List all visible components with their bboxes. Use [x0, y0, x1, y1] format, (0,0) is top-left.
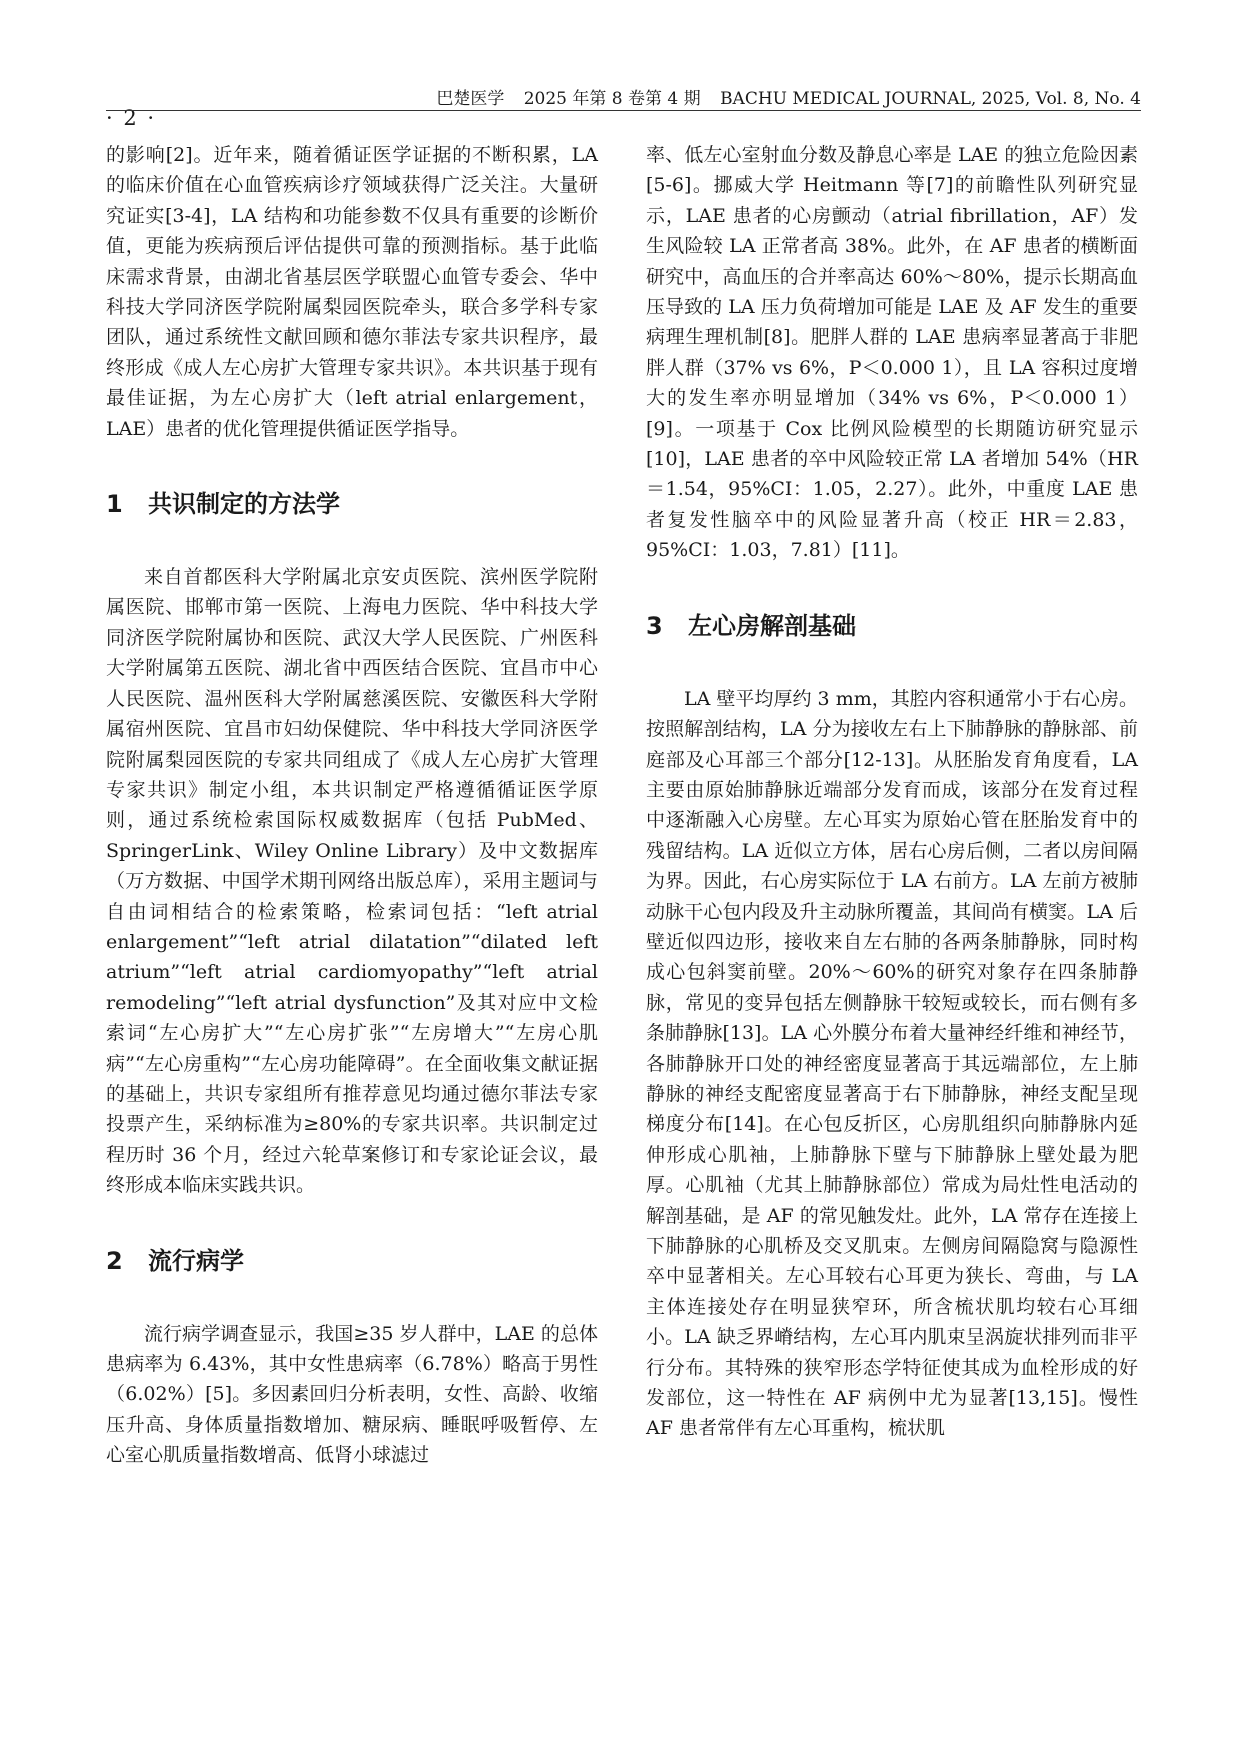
section-1-number: 1: [106, 490, 123, 519]
section-3-heading: [646, 602, 1138, 650]
epidemiology-paragraph: 流行病学调查显示，我国≥35 岁人群中，LAE 的总体患病率为 6.43%，其中女性患病率（6.78%）略高于男性（6.02%）[5]。多因素回归分析表明，女性、高龄、收缩压升高、身体质量指数增加、糖尿病、睡眠呼吸暂停、左心室心肌质量指数增高、低肾小球滤过: [106, 1322, 598, 1467]
section-3-title: 左心房解剖基础: [688, 611, 856, 640]
section-2-number: 2: [106, 1246, 123, 1275]
section-3-number: 3: [646, 611, 663, 640]
intro-paragraph: 的影响[2]。近年来，随着循证医学证据的不断积累，LA 的临床价值在心血管疾病诊疗领域获得广泛关注。大量研究证实[3-4]，LA 结构和功能参数不仅具有重要的诊断价值，更能为疾病预后评估提供可靠的预测指标。基于此临床需求背景，由湖北省基层医学联盟心血管专委会、华中科技大学同济医学院附属梨园医院牵头，联合多学科专家团队，通过系统性文献回顾和德尔菲法专家共识程序，最终形成《成人左心房扩大管理专家共识》。本共识基于现有最佳证据，为左心房扩大（left atrial enlargement，LAE）患者的优化管理提供循证医学指导。: [106, 144, 598, 440]
issue-cn: 2025 年第 8 卷第 4 期: [523, 89, 701, 109]
journal-name-en: BACHU MEDICAL JOURNAL, 2025, Vol. 8, No. 4: [720, 89, 1141, 109]
right-column: [646, 140, 1138, 1444]
section-1-heading: [106, 480, 598, 528]
page-number: · 2 ·: [106, 106, 157, 130]
section-2-heading: [106, 1237, 598, 1285]
epidemiology-continued-paragraph: 率、低左心室射血分数及静息心率是 LAE 的独立危险因素[5-6]。挪威大学 Heitmann 等[7]的前瞻性队列研究显示，LAE 患者的心房颤动（atrial fibrillation，AF）发生风险较 LA 正常者高 38%。此外，在 AF 患者的横断面研究中，高血压的合并率高达 60%～80%，提示长期高血压导致的 LA 压力负荷增加可能是 LAE 及 AF 发生的重要病理生理机制[8]。肥胖人群的 LAE 患病率显著高于非肥胖人群（37% vs 6%，P＜0.000 1），且 LA 容积过度增大的发生率亦明显增加（34% vs 6%，P＜0.000 1）[9]。一项基于 Cox 比例风险模型的长期随访研究显示[10]，LAE 患者的卒中风险较正常 LA 者增加 54%（HR＝1.54，95%CI：1.05，2.27）。此外，中重度 LAE 患者复发性脑卒中的风险显著升高（校正 HR＝2.83，95%CI：1.03，7.81）[11]。: [646, 144, 1138, 562]
running-head: [422, 84, 1141, 109]
section-1-title: 共识制定的方法学: [148, 490, 340, 519]
header-rule: [106, 110, 1141, 111]
journal-name-cn: 巴楚医学: [436, 89, 505, 109]
left-column: [106, 140, 598, 1471]
methodology-paragraph: 来自首都医科大学附属北京安贞医院、滨州医学院附属医院、邯郸市第一医院、上海电力医院、华中科技大学同济医学院附属协和医院、武汉大学人民医院、广州医科大学附属第五医院、湖北省中西医结合医院、宜昌市中心人民医院、温州医科大学附属慈溪医院、安徽医科大学附属宿州医院、宜昌市妇幼保健院、华中科技大学同济医学院附属梨园医院的专家共同组成了《成人左心房扩大管理专家共识》制定小组，本共识制定严格遵循循证医学原则，通过系统检索国际权威数据库（包括 PubMed、SpringerLink、Wiley Online Library）及中文数据库（万方数据、中国学术期刊网络出版总库），采用主题词与自由词相结合的检索策略，检索词包括：“left atrial enlargement”“left atrial dilatation”“dilated left atrium”“left atrial cardiomyopathy”“left atrial remodeling”“left atrial dysfunction”及其对应中文检索词“左心房扩大”“左心房扩张”“左房增大”“左房心肌病”“左心房重构”“左心房功能障碍”。在全面收集文献证据的基础上，共识专家组所有推荐意见均通过德尔菲法专家投票产生，采纳标准为≥80%的专家共识率。共识制定过程历时 36 个月，经过六轮草案修订和专家论证会议，最终形成本临床实践共识。: [106, 566, 598, 1197]
section-2-title: 流行病学: [148, 1246, 244, 1275]
page-header: [106, 84, 1141, 130]
anatomy-paragraph: LA 壁平均厚约 3 mm，其腔内容积通常小于右心房。按照解剖结构，LA 分为接收左右上下肺静脉的静脉部、前庭部及心耳部三个部分[12-13]。从胚胎发育角度看，LA 主要由原始肺静脉近端部分发育而成，该部分在发育过程中逐渐融入心房壁。左心耳实为原始心管在胚胎发育中的残留结构。LA 近似立方体，居右心房后侧，二者以房间隔为界。因此，右心房实际位于 LA 右前方。LA 左前方被肺动脉干心包内段及升主动脉所覆盖，其间尚有横窦。LA 后壁近似四边形，接收来自左右肺的各两条肺静脉，同时构成心包斜窦前壁。20%～60%的研究对象存在四条肺静脉，常见的变异包括左侧静脉干较短或较长，而右侧有多条肺静脉[13]。LA 心外膜分布着大量神经纤维和神经节，各肺静脉开口处的神经密度显著高于其远端部位，左上肺静脉的神经支配密度显著高于右下肺静脉，神经支配呈现梯度分布[14]。在心包反折区，心房肌组织向肺静脉内延伸形成心肌袖，上肺静脉下壁与下肺静脉上壁处最为肥厚。心肌袖（尤其上肺静脉部位）常成为局灶性电活动的解剖基础，是 AF 的常见触发灶。此外，LA 常存在连接上下肺静脉的心肌桥及交叉肌束。左侧房间隔隐窝与隐源性卒中显著相关。左心耳较右心耳更为狭长、弯曲，与 LA 主体连接处存在明显狭窄环，所含梳状肌均较右心耳细小。LA 缺乏界嵴结构，左心耳内肌束呈涡旋状排列而非平行分布。其特殊的狭窄形态学特征使其成为血栓形成的好发部位，这一特性在 AF 病例中尤为显著[13,15]。慢性 AF 患者常伴有左心耳重构，梳状肌: [646, 687, 1138, 1440]
